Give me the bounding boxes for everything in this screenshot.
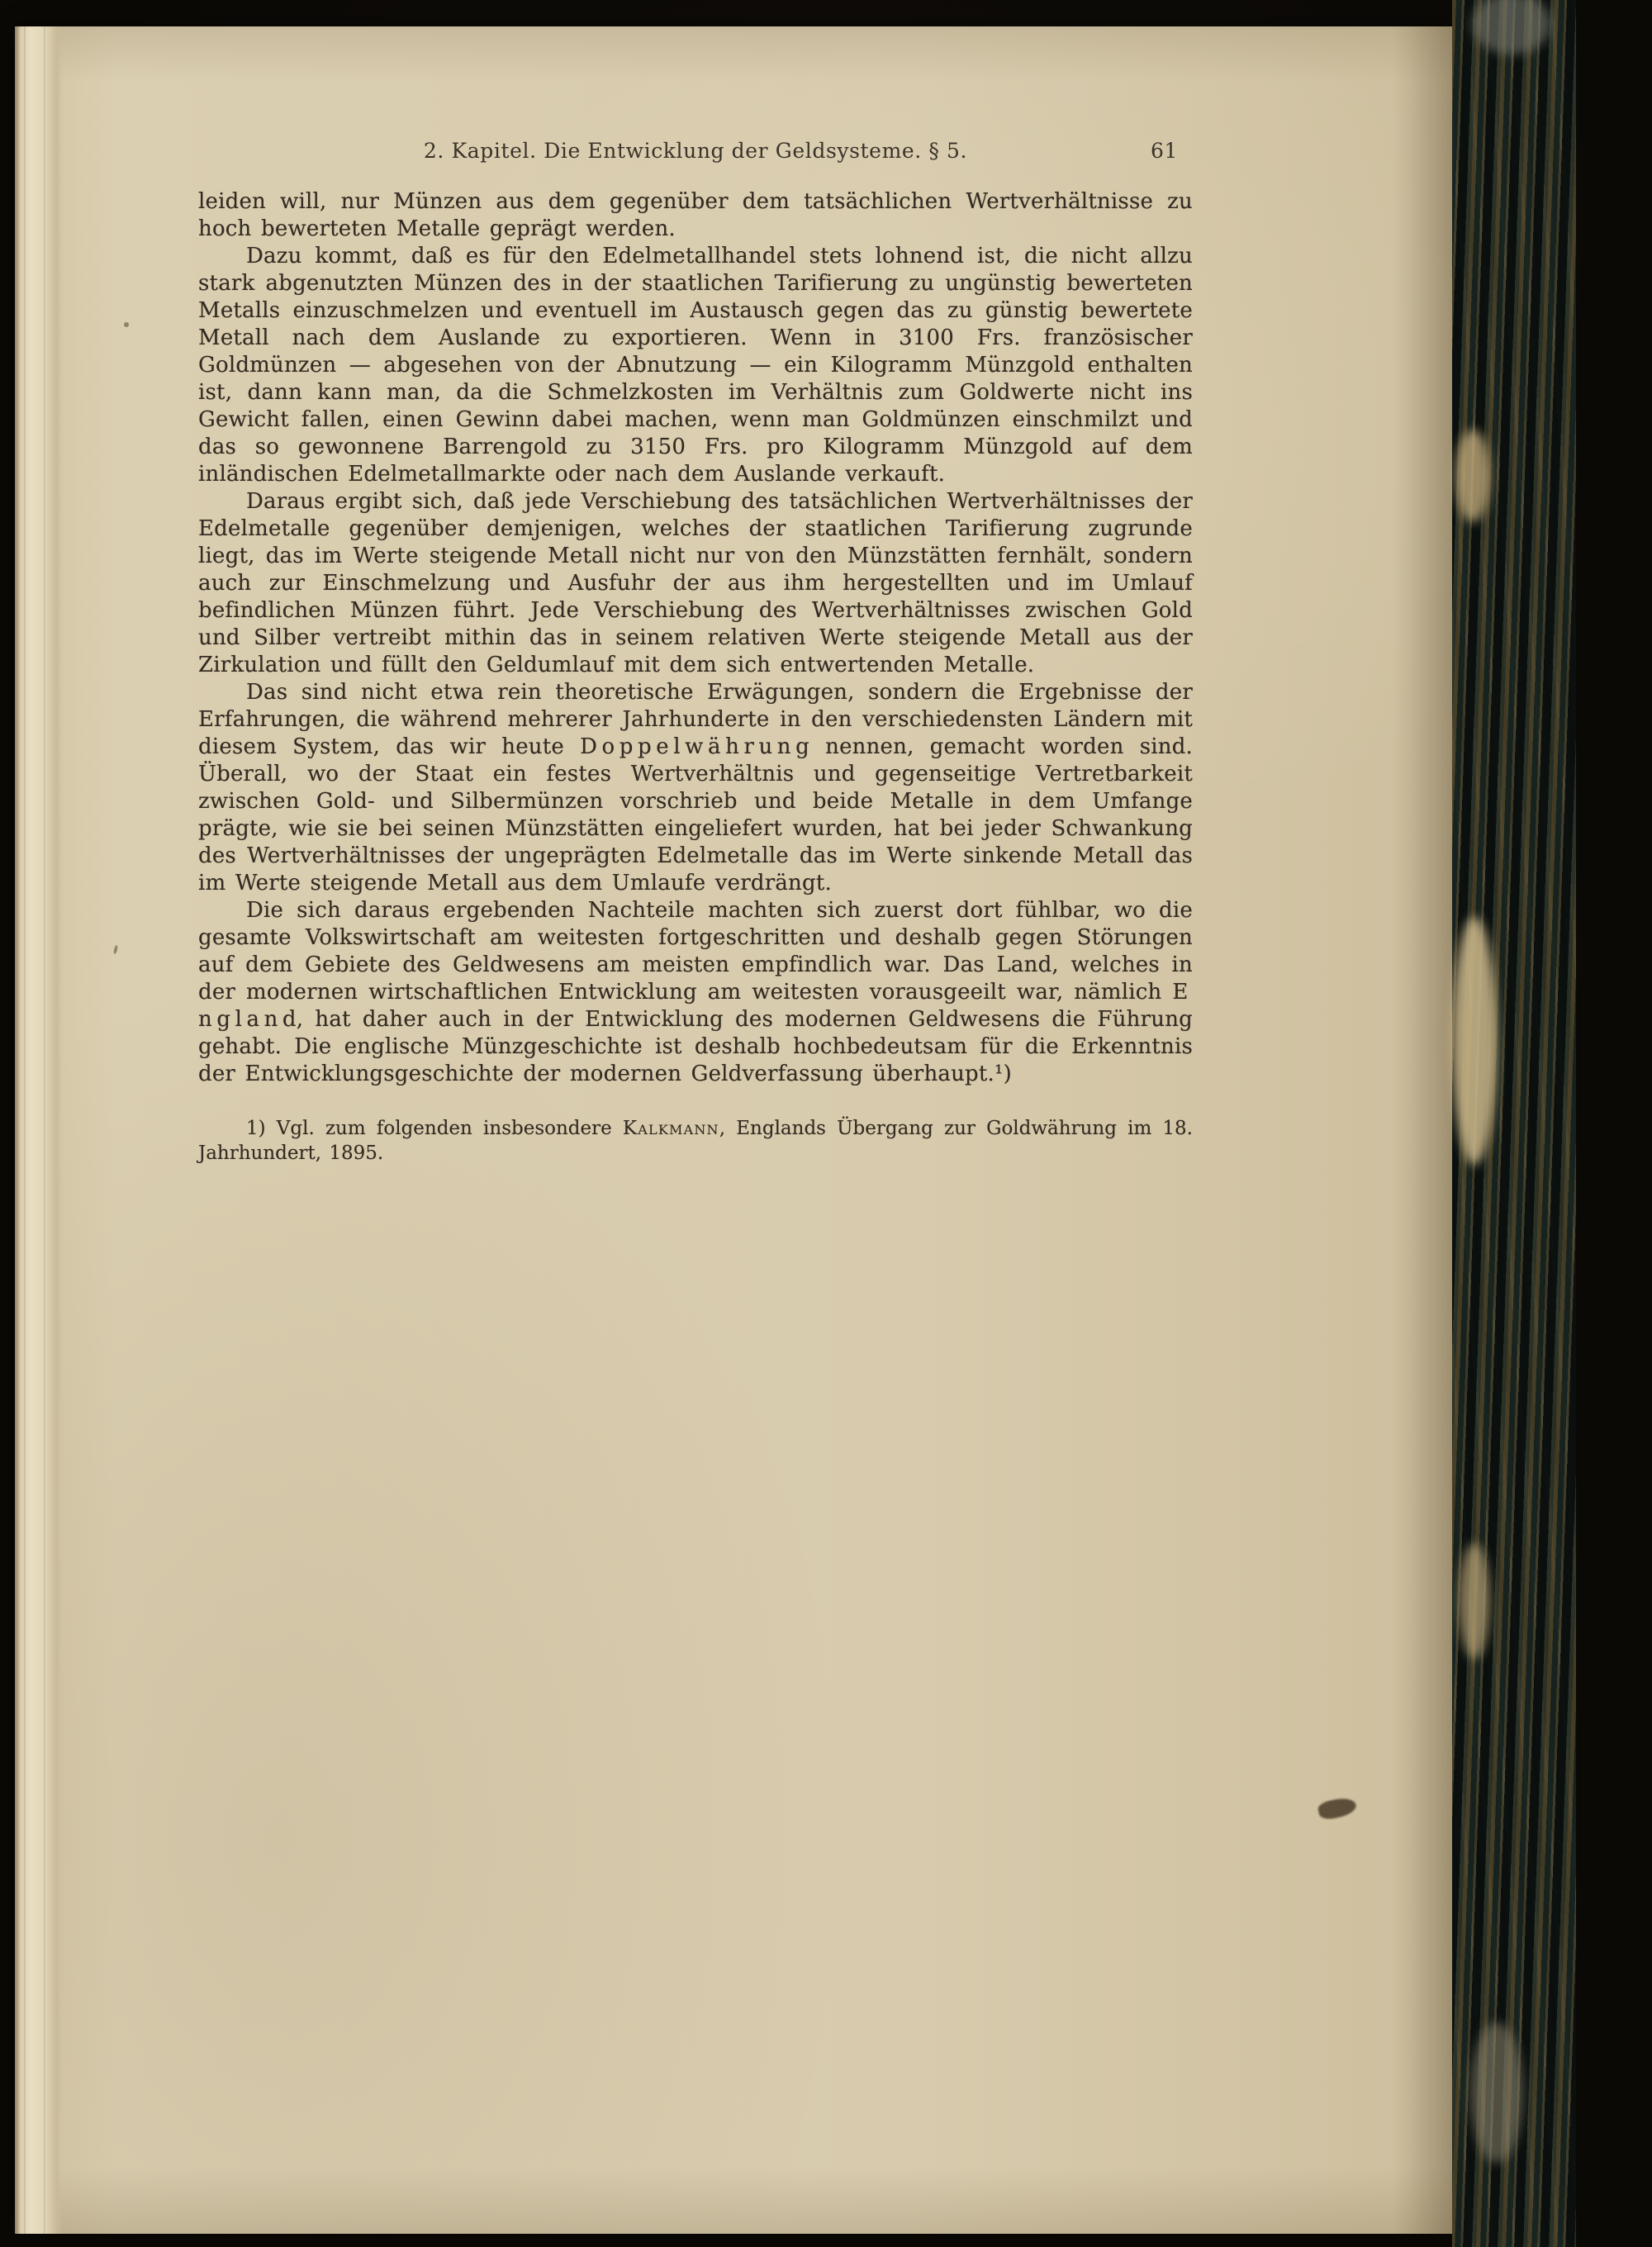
gutter-shadow <box>1393 26 1452 2234</box>
spine-wear-patch <box>1455 430 1490 522</box>
paragraph: Das sind nicht etwa rein theoretische Erwägungen, sondern die Ergebnisse der Erfahrungen, die während mehrerer Jahrhunderte in den verschiedensten Ländern mit diesem System, das wir heute D o p p e l w ä h r u n g nennen, gemacht worden sind. Überall, wo der Staat ein festes Wertverhältnis und gegenseitige Vertretbarkeit zwischen Gold- und Silbermünzen vorschrieb und beide Metalle in dem Umfange prägte, wie sie bei seinen Münzstätten eingeliefert wurden, hat bei jeder Schwankung des Wertverhältnisses der ungeprägten Edelmetalle das im Werte sinkende Metall das im Werte steigende Metall aus dem Umlaufe verdrängt. <box>198 680 1193 895</box>
footnote-marker: 1) <box>246 1118 266 1139</box>
paper-speck <box>113 945 119 955</box>
running-head-title: 2. Kapitel. Die Entwicklung der Geldsysteme. § 5. <box>423 139 968 163</box>
footnote <box>198 1116 1193 1166</box>
page-left-edge <box>15 26 63 2234</box>
page-number: 61 <box>1150 139 1178 163</box>
ink-smudge <box>1317 1795 1358 1821</box>
footnote-text-post: , Englands Übergang zur Goldwährung im 18. Jahrhundert, 1895. <box>198 1118 1193 1164</box>
body-text <box>198 188 1193 1088</box>
spine-wear-patch <box>1459 1543 1490 1659</box>
paragraph: leiden will, nur Münzen aus dem gegenüber dem tatsächlichen Wertverhältnisse zu hoch bewerteten Metalle geprägt werden. <box>198 189 1193 241</box>
running-header <box>198 139 1193 164</box>
spine-wear-patch <box>1470 2022 1523 2163</box>
paragraph: Daraus ergibt sich, daß jede Verschiebung des tatsächlichen Wertverhältnisses der Edelmetalle gegenüber demjenigen, welches der staatlichen Tarifierung zugrunde liegt, das im Werte steigende Metall nicht nur von den Münzstätten fernhält, sondern auch zur Einschmelzung und Ausfuhr der aus ihm hergestellten und im Umlauf befindlichen Münzen führt. Jede Verschiebung des Wertverhältnisses zwischen Gold und Silber vertreibt mithin das in seinem relativen Werte steigende Metall aus der Zirkulation und füllt den Geldumlauf mit dem sich entwertenden Metalle. <box>198 489 1193 677</box>
paragraph: Die sich daraus ergebenden Nachteile machten sich zuerst dort fühlbar, wo die gesamte Volkswirtschaft am weitesten fortgeschritten und deshalb gegen Störungen auf dem Gebiete des Geldwesens am meisten empfindlich war. Das Land, welches in der modernen wirtschaftlichen Entwicklung am weitesten vorausgeeilt war, nämlich E n g l a n d, hat daher auch in der Entwicklung des modernen Geldwesens die Führung gehabt. Die englische Münzgeschichte ist deshalb hochbedeutsam für die Erkenntnis der Entwicklungsgeschichte der modernen Geldverfassung überhaupt.¹) <box>198 898 1193 1086</box>
paper-speck <box>124 322 129 327</box>
paragraph: Dazu kommt, daß es für den Edelmetallhandel stets lohnend ist, die nicht allzu stark abgenutzten Münzen des in der staatlichen Tarifierung zu ungünstig bewerteten Metalls einzuschmelzen und eventuell im Austausch gegen das zu günstig bewertete Metall nach dem Auslande zu exportieren. Wenn in 3100 Frs. französischer Goldmünzen — abgesehen von der Abnutzung — ein Kilogramm Münzgold enthalten ist, dann kann man, da die Schmelzkosten im Verhältnis zum Goldwerte nicht ins Gewicht fallen, einen Gewinn dabei machen, wenn man Goldmünzen einschmilzt und das so gewonnene Barrengold zu 3150 Frs. pro Kilogramm Münzgold auf dem inländischen Edelmetallmarkte oder nach dem Auslande verkauft. <box>198 244 1193 487</box>
book-page-sheet <box>15 26 1452 2234</box>
spine-wear-patch <box>1452 917 1497 1165</box>
spine-wear-patch <box>1472 0 1551 55</box>
text-block <box>198 139 1193 1166</box>
footnote-text-pre: Vgl. zum folgenden insbesondere <box>276 1118 623 1139</box>
book-spine-marbled-paper <box>1452 0 1576 2247</box>
footnote-author-name: Kalkmann <box>622 1118 719 1139</box>
